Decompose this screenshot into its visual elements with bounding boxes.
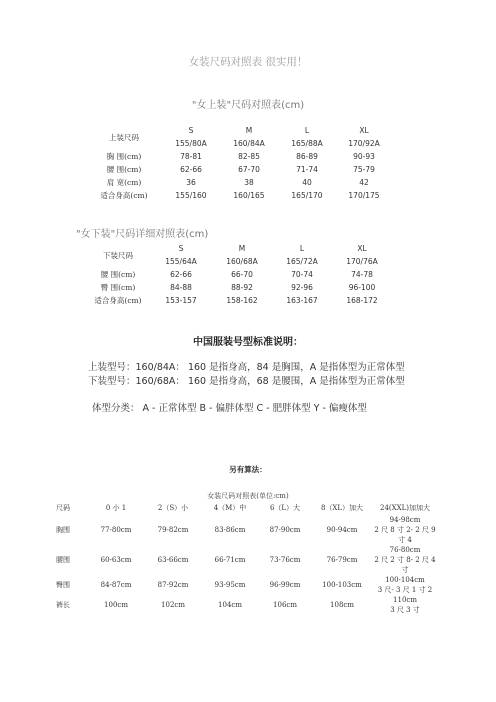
table-cell: 102cm [161, 601, 185, 609]
row-label: 适合身高(cm) [100, 191, 148, 200]
table-cell: 153-157 [165, 296, 197, 305]
table-cell: 70-74 [291, 270, 313, 279]
top-table-title: "女上装"尺码对照表(cm) [191, 100, 305, 111]
table-cell [372, 515, 438, 545]
cell-line: 110cm [393, 596, 417, 604]
table-row [86, 150, 392, 163]
row-label: 适合身高(cm) [94, 296, 142, 305]
table-cell: 100-103cm [322, 581, 362, 589]
other-size-table [56, 501, 438, 615]
cell-line: 100-104cm [385, 576, 425, 584]
code-cell: 170/76A [346, 257, 378, 266]
table-row [86, 124, 392, 137]
table-cell: 88-92 [231, 283, 253, 292]
cell-line: 寸 4 [398, 536, 412, 544]
row-label: 裤长 [56, 601, 70, 609]
table-cell: 96-99cm [269, 581, 301, 589]
row-label: 胸 围(cm) [106, 152, 142, 161]
code-cell: 160/68A [226, 257, 258, 266]
header-cell: 0 小 1 [105, 504, 127, 512]
row-label: 臀围 [56, 581, 70, 589]
size-l: L [299, 244, 305, 253]
cell-line: 94-98cm [389, 516, 421, 524]
row-label: 腰 围(cm) [100, 270, 136, 279]
table-row [56, 501, 438, 515]
table-cell: 158-162 [226, 296, 258, 305]
bottom-size-table [86, 242, 392, 307]
table-cell [372, 595, 438, 615]
code-cell: 170/92A [348, 139, 380, 148]
size-s: S [188, 126, 194, 135]
table-cell: 77-80cm [100, 526, 132, 534]
size-s: S [178, 244, 184, 253]
table-cell: 82-85 [238, 152, 260, 161]
table-cell: 74-78 [351, 270, 373, 279]
table-cell: 108cm [330, 601, 354, 609]
row-label: 臀 围(cm) [100, 283, 136, 292]
table-cell: 79-82cm [157, 526, 189, 534]
bottom-header-label: 下装尺码 [103, 250, 133, 260]
table-cell: 96-100 [348, 283, 376, 292]
table-cell: 84-88 [170, 283, 192, 292]
table-cell: 60-63cm [100, 556, 132, 564]
table-cell: 87-90cm [269, 526, 301, 534]
size-m: M [245, 126, 253, 135]
table-cell: 62-66 [170, 270, 192, 279]
table-cell: 100cm [104, 601, 128, 609]
table-row [56, 595, 438, 615]
table-row [56, 575, 438, 595]
cell-line: 寸 [401, 566, 409, 574]
table-cell: 71-74 [296, 165, 318, 174]
table-row [86, 189, 392, 202]
row-label: 腰围 [56, 556, 70, 564]
table-cell: 165/170 [291, 191, 323, 200]
table-row [86, 281, 392, 294]
table-row [86, 176, 392, 189]
table-row [86, 163, 392, 176]
row-label: 腰 围(cm) [106, 165, 142, 174]
table-cell: 86-89 [296, 152, 318, 161]
table-cell: 90-93 [353, 152, 375, 161]
standard-title: 中国服装号型标准说明： [193, 337, 303, 348]
table-cell: 106cm [273, 601, 297, 609]
table-cell [372, 545, 438, 575]
code-cell: 160/84A [233, 139, 265, 148]
table-cell: 76-79cm [326, 556, 358, 564]
table-cell: 92-96 [291, 283, 313, 292]
size-xl: XL [359, 126, 369, 135]
table-cell: 67-70 [238, 165, 260, 174]
table-cell: 87-92cm [157, 581, 189, 589]
table-cell: 104cm [218, 601, 242, 609]
size-l: L [304, 126, 310, 135]
table-row [86, 294, 392, 307]
table-cell: 40 [302, 178, 312, 187]
table-cell: 170/175 [348, 191, 380, 200]
table-cell: 42 [359, 178, 369, 187]
header-cell: 24(XXL)加加大 [380, 504, 430, 512]
table-cell: 38 [244, 178, 254, 187]
other-method-title: 另有算法： [229, 465, 267, 474]
top-size-table [86, 124, 392, 202]
header-cell: 尺码 [56, 504, 70, 512]
other-table-title: 女装尺码对照表(单位:cm) [207, 492, 289, 500]
header-cell: 8（XL）加大 [320, 504, 364, 512]
table-cell: 36 [186, 178, 196, 187]
size-xl: XL [357, 244, 367, 253]
body-type-classification: 体型分类： A - 正常体型 B - 偏胖体型 C - 肥胖体型 Y - 偏瘦体型 [92, 403, 367, 414]
cell-line: 3 尺- 3 尺 1 寸 2 [377, 586, 433, 594]
table-cell: 78-81 [180, 152, 202, 161]
cell-line: 76-80cm [389, 546, 421, 554]
table-cell: 63-66cm [157, 556, 189, 564]
table-cell: 84-87cm [100, 581, 132, 589]
row-label: 胸围 [56, 526, 70, 534]
table-cell: 62-66 [180, 165, 202, 174]
table-cell: 160/165 [233, 191, 265, 200]
table-cell: 66-71cm [214, 556, 246, 564]
code-cell: 155/64A [165, 257, 197, 266]
size-m: M [238, 244, 246, 253]
standard-line-bottom: 下装型号：160/68A： 160 是指身高，68 是腰围，A 是指体型为正常体型 [88, 376, 405, 387]
standard-line-top: 上装型号：160/84A： 160 是指身高，84 是胸围，A 是指体型为正常体型 [88, 362, 405, 373]
table-cell: 155/160 [175, 191, 207, 200]
table-cell: 66-70 [231, 270, 253, 279]
header-cell: 2（S）小 [157, 504, 189, 512]
row-label: 肩 宽(cm) [106, 178, 142, 187]
table-cell: 163-167 [286, 296, 318, 305]
top-header-label: 上装尺码 [109, 132, 139, 142]
code-cell: 165/72A [286, 257, 318, 266]
table-cell: 93-95cm [214, 581, 246, 589]
cell-line: 3 尺 3 寸 [390, 606, 420, 614]
header-cell: 6（L）大 [269, 504, 301, 512]
table-row [86, 268, 392, 281]
table-row [56, 515, 438, 545]
code-cell: 165/88A [291, 139, 323, 148]
page-title: 女装尺码对照表 很实用！ [188, 56, 308, 68]
table-cell: 90-94cm [326, 526, 358, 534]
table-cell: 73-76cm [269, 556, 301, 564]
cell-line: 2 尺 2 寸 8- 2 尺 4 [374, 556, 436, 564]
table-cell [372, 575, 438, 595]
table-cell: 83-86cm [214, 526, 246, 534]
table-cell: 75-79 [353, 165, 375, 174]
cell-line: 2 尺 8 寸 2- 2 尺 9 [374, 526, 436, 534]
header-cell: 4（M）中 [213, 504, 247, 512]
table-row [56, 545, 438, 575]
code-cell: 155/80A [175, 139, 207, 148]
table-row [86, 242, 392, 255]
bottom-table-title: "女下装"尺码详细对照表(cm) [76, 229, 209, 240]
table-cell: 168-172 [346, 296, 378, 305]
